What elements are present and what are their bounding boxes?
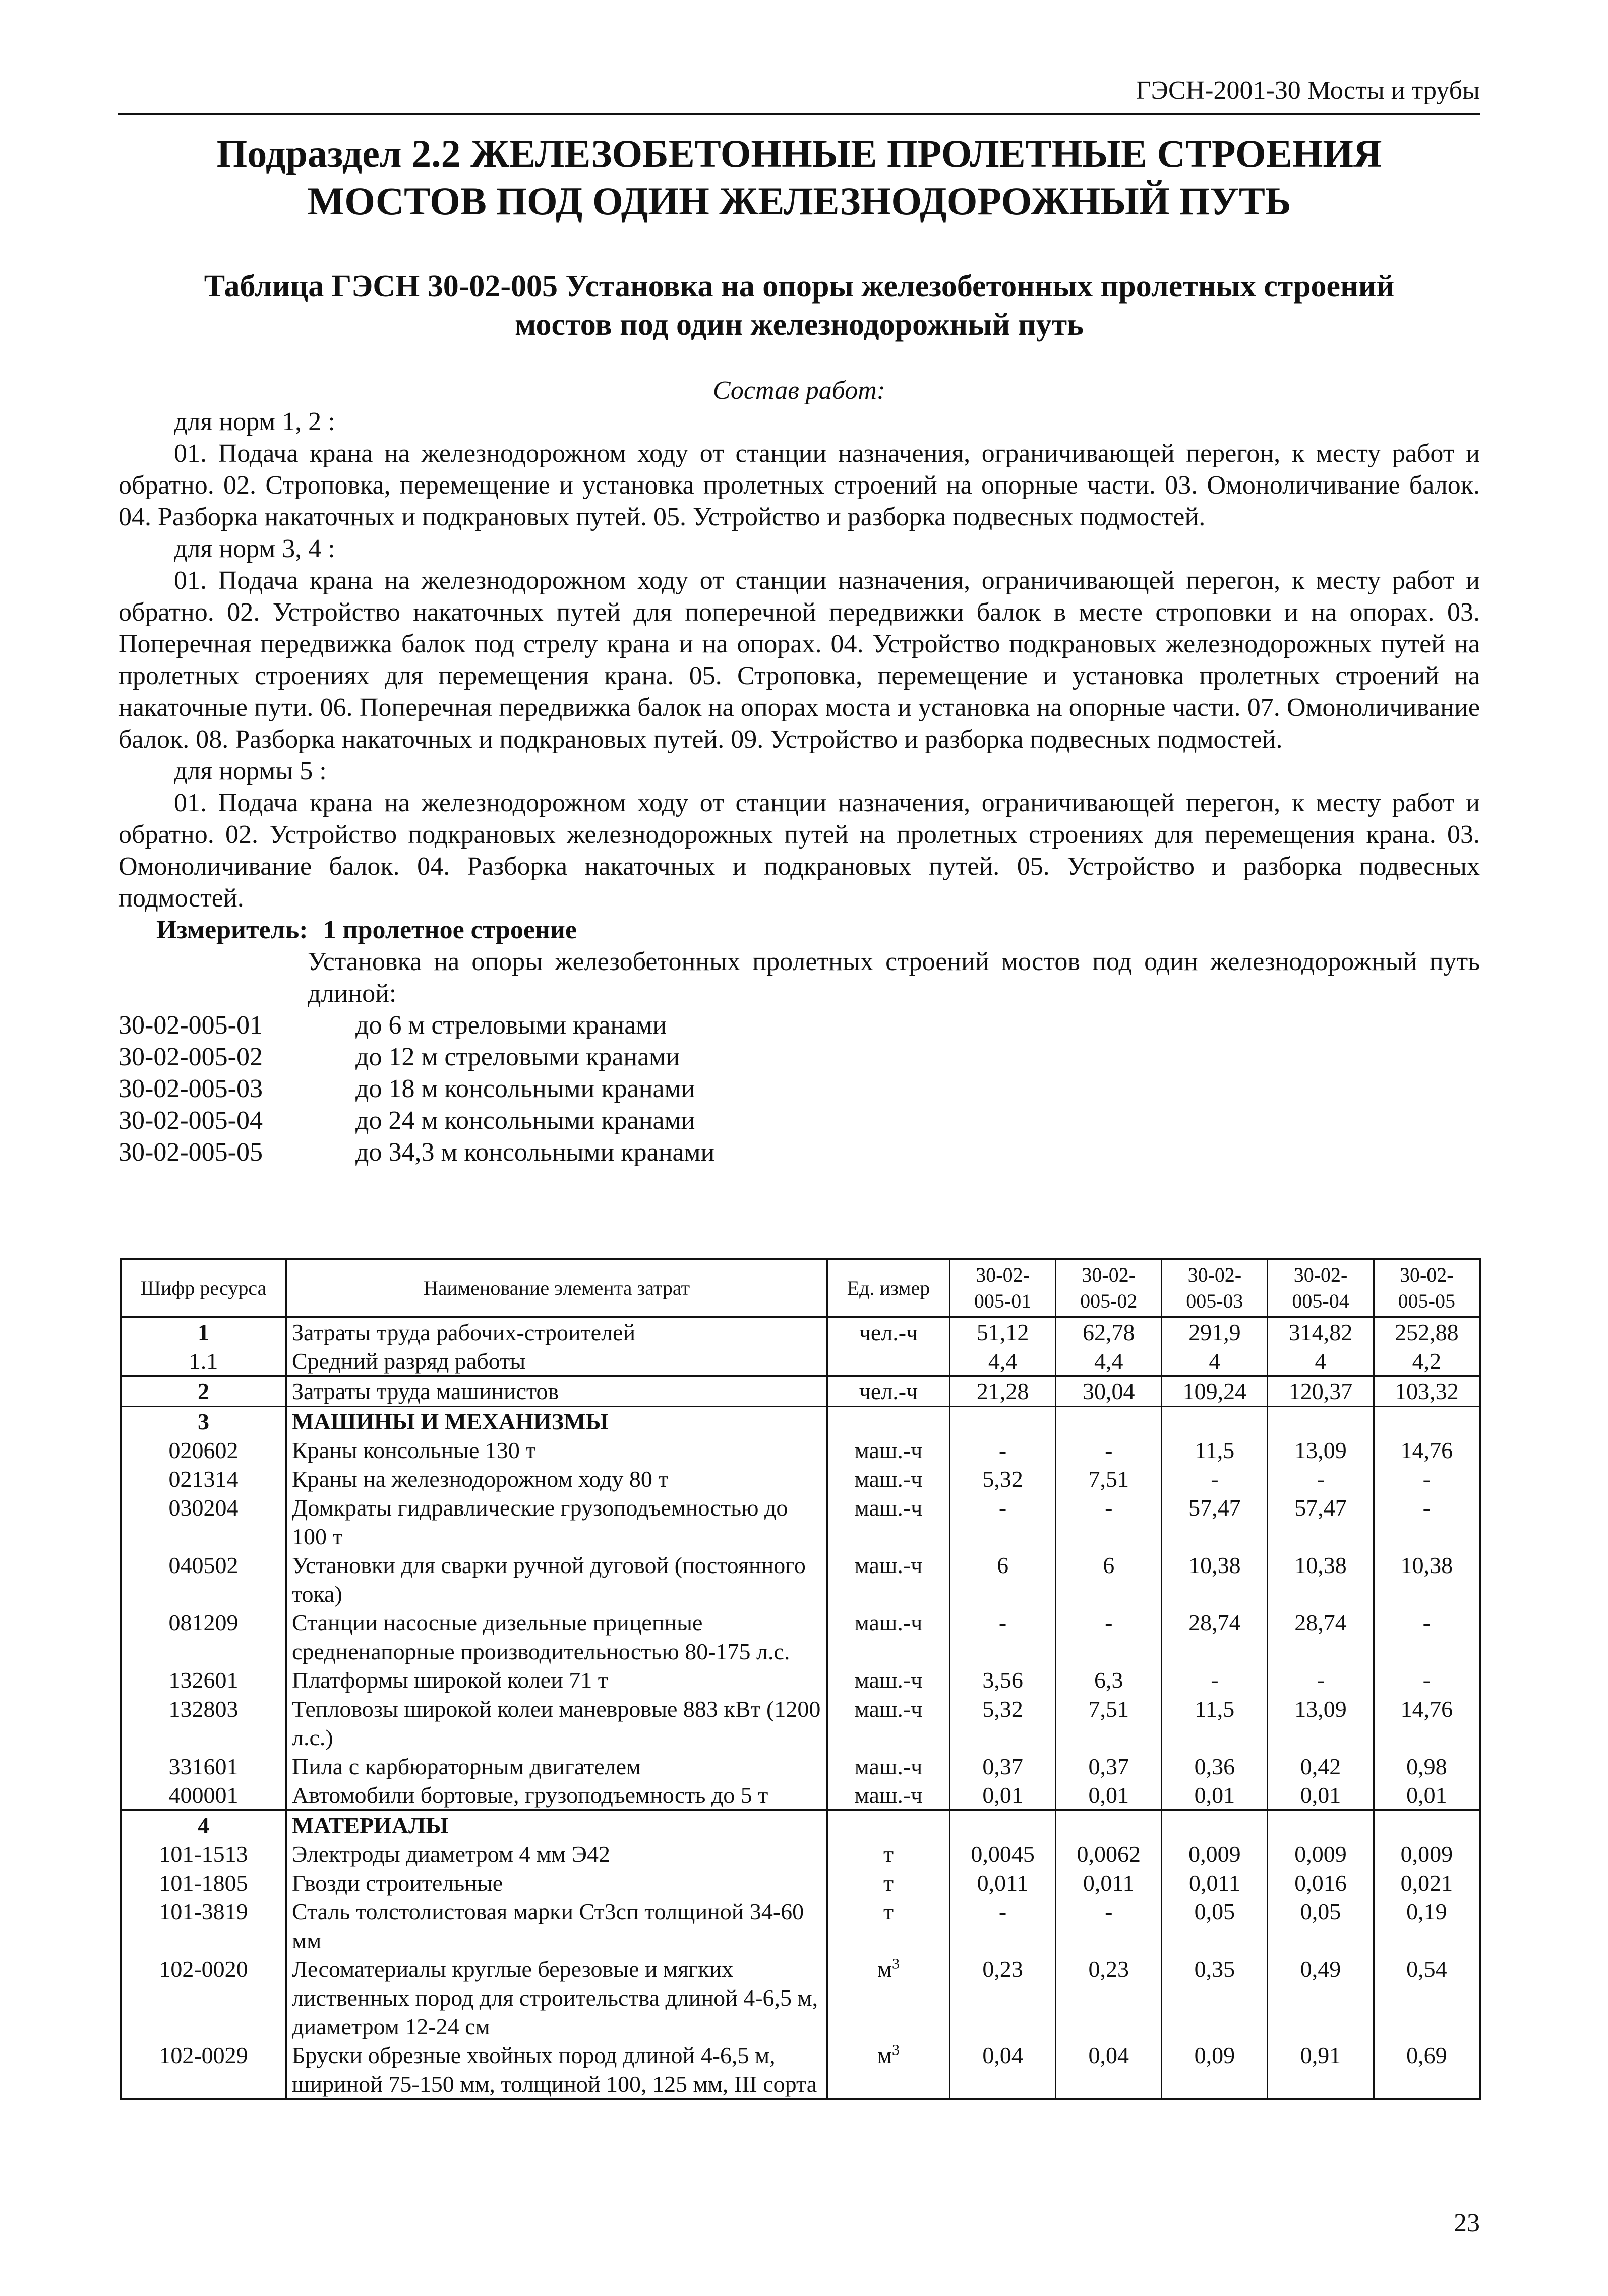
cell-value: 10,38 bbox=[1374, 1551, 1480, 1608]
cell-value: - bbox=[950, 1897, 1056, 1955]
header-name: Наименование элемента затрат bbox=[286, 1259, 827, 1317]
cell-code: 3 bbox=[121, 1407, 286, 1436]
cell-value: 0,0045 bbox=[950, 1840, 1056, 1868]
norm-variant-code: 30-02-005-03 bbox=[118, 1074, 263, 1103]
cell-value: - bbox=[1056, 1897, 1162, 1955]
cell-value: 0,37 bbox=[950, 1752, 1056, 1781]
cell-empty bbox=[827, 1810, 950, 1840]
cell-value: 0,04 bbox=[950, 2041, 1056, 2099]
cell-unit bbox=[827, 1868, 950, 1897]
table-row bbox=[121, 1897, 1480, 1955]
cell-value: 10,38 bbox=[1162, 1551, 1268, 1608]
cell-code: 400001 bbox=[121, 1781, 286, 1810]
cell-code: 020602 bbox=[121, 1436, 286, 1465]
norm-variant-code: 30-02-005-02 bbox=[118, 1043, 263, 1071]
cell-code: 4 bbox=[121, 1810, 286, 1840]
cell-unit bbox=[827, 1465, 950, 1493]
cell-code: 021314 bbox=[121, 1465, 286, 1493]
cell-empty bbox=[1268, 1407, 1374, 1436]
cell-value: 11,5 bbox=[1162, 1436, 1268, 1465]
norm-variant bbox=[118, 1105, 1480, 1136]
norm-variant-code: 30-02-005-05 bbox=[118, 1138, 263, 1167]
cell-code: 101-3819 bbox=[121, 1897, 286, 1955]
cell-empty bbox=[950, 1407, 1056, 1436]
cell-value: 4,4 bbox=[1056, 1347, 1162, 1376]
work-composition-heading: Состав работ: bbox=[712, 376, 886, 405]
header-code: Шифр ресурса bbox=[121, 1259, 286, 1317]
subsection-title bbox=[118, 130, 1480, 225]
work-group-label-2: для норм 3, 4 : bbox=[174, 534, 335, 563]
cell-unit bbox=[827, 1955, 950, 2041]
cell-name: Тепловозы широкой колеи маневровые 883 кВт (1200 л.с.) bbox=[286, 1695, 827, 1752]
table-row bbox=[121, 1868, 1480, 1897]
cell-value: 0,35 bbox=[1162, 1955, 1268, 2041]
cell-value: 0,011 bbox=[950, 1868, 1056, 1897]
cell-value: 14,76 bbox=[1374, 1695, 1480, 1752]
table-row bbox=[121, 2041, 1480, 2099]
cell-value: 0,09 bbox=[1162, 2041, 1268, 2099]
cell-value: 0,009 bbox=[1374, 1840, 1480, 1868]
norm-variant bbox=[118, 1041, 1480, 1073]
cell-value: 0,36 bbox=[1162, 1752, 1268, 1781]
unit-text: чел.-ч bbox=[859, 1378, 918, 1404]
table-row bbox=[121, 1551, 1480, 1608]
cell-code: 132803 bbox=[121, 1695, 286, 1752]
cell-name: Затраты труда рабочих-строителей bbox=[286, 1317, 827, 1347]
work-group-text-2: 01. Подача крана на железнодорожном ходу от станции назначения, ограничивающей перегон, к месту работ и обратно. 02. Устройство накаточных путей для поперечной передвижки балок в месте строповки и на опорах. 03. Поперечная передвижка балок под стрелу крана и на опорах. 04. Устройство подкрановых железнодорожных путей на пролетных строениях для перемещения крана. 05. Строповка, перемещение и установка пролетных строений на накаточные пути. 06. Поперечная передвижка балок на опорах моста и установка на опорные части. 07. Омоноличивание балок. 08. Разборка накаточных и подкрановых путей. 09. Устройство и разборка подвесных подмостей. bbox=[118, 566, 1480, 754]
page-number: 23 bbox=[1454, 2209, 1480, 2238]
cell-value: 6 bbox=[950, 1551, 1056, 1608]
unit-text: маш.-ч bbox=[854, 1696, 923, 1722]
cell-code: 1.1 bbox=[121, 1347, 286, 1376]
cell-value: 28,74 bbox=[1268, 1608, 1374, 1666]
norm-variant-desc: до 12 м стреловыми кранами bbox=[355, 1043, 680, 1071]
unit-text: м bbox=[877, 1956, 892, 1982]
unit-text: маш.-ч bbox=[854, 1610, 923, 1636]
cell-value: 13,09 bbox=[1268, 1695, 1374, 1752]
cell-value: - bbox=[1056, 1608, 1162, 1666]
unit-text: т bbox=[883, 1899, 894, 1924]
cell-value: - bbox=[1056, 1493, 1162, 1551]
cell-name: Краны на железнодорожном ходу 80 т bbox=[286, 1465, 827, 1493]
table-row bbox=[121, 1376, 1480, 1407]
unit-text: т bbox=[883, 1841, 894, 1867]
cell-value: - bbox=[1374, 1608, 1480, 1666]
cell-name: Средний разряд работы bbox=[286, 1347, 827, 1376]
cell-value: 0,19 bbox=[1374, 1897, 1480, 1955]
cell-value: 0,01 bbox=[1374, 1781, 1480, 1810]
cell-value: - bbox=[1374, 1493, 1480, 1551]
norm-variant-desc: до 6 м стреловыми кранами bbox=[355, 1011, 667, 1040]
cell-code: 081209 bbox=[121, 1608, 286, 1666]
cell-value: 4 bbox=[1162, 1347, 1268, 1376]
table-row bbox=[121, 1317, 1480, 1347]
header-col-5: 30-02- 005-05 bbox=[1374, 1259, 1480, 1317]
cell-value: 0,011 bbox=[1056, 1868, 1162, 1897]
table-title-line-2: мостов под один железнодорожный путь bbox=[515, 308, 1084, 342]
cell-unit bbox=[827, 1436, 950, 1465]
cell-value: 0,01 bbox=[950, 1781, 1056, 1810]
norm-variant-code: 30-02-005-04 bbox=[118, 1106, 263, 1135]
cell-value: 4 bbox=[1268, 1347, 1374, 1376]
table-header-row bbox=[121, 1259, 1480, 1317]
cell-unit bbox=[827, 1317, 950, 1347]
unit-text: маш.-ч bbox=[854, 1782, 923, 1808]
cell-empty bbox=[1056, 1810, 1162, 1840]
cell-unit bbox=[827, 1695, 950, 1752]
table-title bbox=[118, 267, 1480, 344]
norm-variant-code: 30-02-005-01 bbox=[118, 1011, 263, 1040]
work-group-label-1: для норм 1, 2 : bbox=[174, 407, 335, 436]
cell-value: 21,28 bbox=[950, 1376, 1056, 1407]
unit-text: маш.-ч bbox=[854, 1437, 923, 1463]
cell-name: Сталь толстолистовая марки Ст3сп толщиной 34-60 мм bbox=[286, 1897, 827, 1955]
cell-value: 120,37 bbox=[1268, 1376, 1374, 1407]
table-row bbox=[121, 1781, 1480, 1810]
cell-name: Гвозди строительные bbox=[286, 1868, 827, 1897]
table-row bbox=[121, 1465, 1480, 1493]
table-row bbox=[121, 1347, 1480, 1376]
subsection-title-line-1: Подраздел 2.2 ЖЕЛЕЗОБЕТОННЫЕ ПРОЛЕТНЫЕ СТРОЕНИЯ bbox=[216, 132, 1382, 175]
cell-value: 62,78 bbox=[1056, 1317, 1162, 1347]
header-unit: Ед. измер bbox=[827, 1259, 950, 1317]
unit-text: маш.-ч bbox=[854, 1466, 923, 1492]
table-section-row bbox=[121, 1407, 1480, 1436]
cell-value: 291,9 bbox=[1162, 1317, 1268, 1347]
cell-code: 1 bbox=[121, 1317, 286, 1347]
cell-value: 103,32 bbox=[1374, 1376, 1480, 1407]
cell-unit bbox=[827, 1840, 950, 1868]
unit-text: чел.-ч bbox=[859, 1319, 918, 1345]
cell-value: - bbox=[1268, 1465, 1374, 1493]
table-row bbox=[121, 1608, 1480, 1666]
cell-empty bbox=[950, 1810, 1056, 1840]
measure-value: 1 пролетное строение bbox=[323, 916, 577, 944]
cell-value: 3,56 bbox=[950, 1666, 1056, 1695]
subsection-title-line-2: МОСТОВ ПОД ОДИН ЖЕЛЕЗНОДОРОЖНЫЙ ПУТЬ bbox=[307, 179, 1291, 223]
cell-value: 30,04 bbox=[1056, 1376, 1162, 1407]
table-row bbox=[121, 1752, 1480, 1781]
cell-unit bbox=[827, 1551, 950, 1608]
norm-variant bbox=[118, 1009, 1480, 1041]
unit-text: т bbox=[883, 1870, 894, 1896]
cell-value: 0,009 bbox=[1162, 1840, 1268, 1868]
cell-value: 0,009 bbox=[1268, 1840, 1374, 1868]
cell-code: 102-0020 bbox=[121, 1955, 286, 2041]
table-row bbox=[121, 1840, 1480, 1868]
resource-table bbox=[120, 1258, 1481, 2100]
cell-empty bbox=[1162, 1407, 1268, 1436]
cell-unit bbox=[827, 1493, 950, 1551]
cell-name: Автомобили бортовые, грузоподъемность до 5 т bbox=[286, 1781, 827, 1810]
cell-value: 7,51 bbox=[1056, 1465, 1162, 1493]
cell-code: 331601 bbox=[121, 1752, 286, 1781]
cell-value: - bbox=[1374, 1465, 1480, 1493]
cell-value: 0,54 bbox=[1374, 1955, 1480, 2041]
cell-value: 6 bbox=[1056, 1551, 1162, 1608]
cell-empty bbox=[1374, 1810, 1480, 1840]
table-row bbox=[121, 1493, 1480, 1551]
norm-intro: Установка на опоры железобетонных пролетных строений мостов под один железнодорожный путь длиной: bbox=[308, 947, 1480, 1008]
header-col-2: 30-02- 005-02 bbox=[1056, 1259, 1162, 1317]
cell-value: 0,01 bbox=[1268, 1781, 1374, 1810]
norm-variant bbox=[118, 1136, 1480, 1168]
cell-empty bbox=[1374, 1407, 1480, 1436]
cell-value: 10,38 bbox=[1268, 1551, 1374, 1608]
cell-value: 0,05 bbox=[1268, 1897, 1374, 1955]
cell-value: 0,016 bbox=[1268, 1868, 1374, 1897]
cell-value: - bbox=[950, 1608, 1056, 1666]
cell-code: 030204 bbox=[121, 1493, 286, 1551]
cell-value: 11,5 bbox=[1162, 1695, 1268, 1752]
table-section-row bbox=[121, 1810, 1480, 1840]
cell-name: Платформы широкой колеи 71 т bbox=[286, 1666, 827, 1695]
table-title-line-1: Таблица ГЭСН 30-02-005 Установка на опоры железобетонных пролетных строений bbox=[204, 269, 1395, 304]
unit-text: маш.-ч bbox=[854, 1667, 923, 1693]
unit-superscript: 3 bbox=[892, 2041, 900, 2059]
cell-unit bbox=[827, 1752, 950, 1781]
unit-superscript: 3 bbox=[892, 1955, 900, 1972]
norm-variant-desc: до 24 м консольными кранами bbox=[355, 1106, 695, 1135]
table-row bbox=[121, 1436, 1480, 1465]
cell-code: 132601 bbox=[121, 1666, 286, 1695]
cell-value: 57,47 bbox=[1268, 1493, 1374, 1551]
unit-text: маш.-ч bbox=[854, 1552, 923, 1578]
cell-value: 14,76 bbox=[1374, 1436, 1480, 1465]
cell-unit bbox=[827, 1897, 950, 1955]
cell-value: - bbox=[1056, 1436, 1162, 1465]
cell-value: 0,69 bbox=[1374, 2041, 1480, 2099]
document-body bbox=[118, 406, 1480, 1168]
cell-code: 101-1513 bbox=[121, 1840, 286, 1868]
cell-section-name: МАШИНЫ И МЕХАНИЗМЫ bbox=[286, 1407, 827, 1436]
table-body bbox=[121, 1317, 1480, 2100]
cell-code: 2 bbox=[121, 1376, 286, 1407]
work-group-text-1: 01. Подача крана на железнодорожном ходу от станции назначения, ограничивающей перегон, к месту работ и обратно. 02. Строповка, перемещение и установка пролетных строений на опорные части. 03. Омоноличивание балок. 04. Разборка накаточных и подкрановых путей. 05. Устройство и разборка подвесных подмостей. bbox=[118, 439, 1480, 531]
cell-value: 0,011 bbox=[1162, 1868, 1268, 1897]
norm-variant-desc: до 18 м консольными кранами bbox=[355, 1074, 695, 1103]
cell-value: 0,91 bbox=[1268, 2041, 1374, 2099]
cell-value: 109,24 bbox=[1162, 1376, 1268, 1407]
cell-value: 0,42 bbox=[1268, 1752, 1374, 1781]
cell-name: Домкраты гидравлические грузоподъемностью до 100 т bbox=[286, 1493, 827, 1551]
cell-value: 7,51 bbox=[1056, 1695, 1162, 1752]
cell-value: - bbox=[950, 1493, 1056, 1551]
cell-unit bbox=[827, 1666, 950, 1695]
cell-value: 0,021 bbox=[1374, 1868, 1480, 1897]
cell-value: 0,49 bbox=[1268, 1955, 1374, 2041]
cell-value: 4,2 bbox=[1374, 1347, 1480, 1376]
cell-name: Бруски обрезные хвойных пород длиной 4-6,5 м, шириной 75-150 мм, толщиной 100, 125 мм, III сорта bbox=[286, 2041, 827, 2099]
cell-unit bbox=[827, 1347, 950, 1376]
cell-empty bbox=[1162, 1810, 1268, 1840]
cell-name: Установки для сварки ручной дуговой (постоянного тока) bbox=[286, 1551, 827, 1608]
cell-name: Пила с карбюраторным двигателем bbox=[286, 1752, 827, 1781]
cell-value: 0,04 bbox=[1056, 2041, 1162, 2099]
cell-name: Краны консольные 130 т bbox=[286, 1436, 827, 1465]
cell-empty bbox=[827, 1407, 950, 1436]
cell-empty bbox=[1056, 1407, 1162, 1436]
cell-value: 4,4 bbox=[950, 1347, 1056, 1376]
header-col-1: 30-02- 005-01 bbox=[950, 1259, 1056, 1317]
cell-value: 6,3 bbox=[1056, 1666, 1162, 1695]
table-row bbox=[121, 1666, 1480, 1695]
cell-value: 0,23 bbox=[950, 1955, 1056, 2041]
cell-value: 252,88 bbox=[1374, 1317, 1480, 1347]
unit-text: м bbox=[877, 2042, 892, 2068]
cell-value: - bbox=[1162, 1465, 1268, 1493]
cell-code: 101-1805 bbox=[121, 1868, 286, 1897]
header-col-3: 30-02- 005-03 bbox=[1162, 1259, 1268, 1317]
cell-name: Станции насосные дизельные прицепные средненапорные производительностью 80-175 л.с. bbox=[286, 1608, 827, 1666]
cell-name: Затраты труда машинистов bbox=[286, 1376, 827, 1407]
cell-value: 0,01 bbox=[1162, 1781, 1268, 1810]
header-col-4: 30-02- 005-04 bbox=[1268, 1259, 1374, 1317]
cell-code: 040502 bbox=[121, 1551, 286, 1608]
cell-value: - bbox=[1162, 1666, 1268, 1695]
cell-value: 0,0062 bbox=[1056, 1840, 1162, 1868]
norm-variant bbox=[118, 1073, 1480, 1105]
cell-value: 28,74 bbox=[1162, 1608, 1268, 1666]
measure-unit bbox=[118, 914, 1480, 946]
cell-value: 51,12 bbox=[950, 1317, 1056, 1347]
cell-value: - bbox=[1374, 1666, 1480, 1695]
cell-unit bbox=[827, 2041, 950, 2099]
work-group-text-3: 01. Подача крана на железнодорожном ходу от станции назначения, ограничивающей перегон, к месту работ и обратно. 02. Устройство подкрановых железнодорожных путей на пролетных строениях для перемещения крана. 03. Омоноличивание балок. 04. Разборка накаточных и подкрановых путей. 05. Устройство и разборка подвесных подмостей. bbox=[118, 789, 1480, 913]
cell-section-name: МАТЕРИАЛЫ bbox=[286, 1810, 827, 1840]
unit-text: маш.-ч bbox=[854, 1495, 923, 1521]
cell-value: 314,82 bbox=[1268, 1317, 1374, 1347]
cell-value: 5,32 bbox=[950, 1695, 1056, 1752]
cell-value: - bbox=[1268, 1666, 1374, 1695]
cell-value: 0,37 bbox=[1056, 1752, 1162, 1781]
work-group-label-3: для нормы 5 : bbox=[174, 757, 327, 786]
cell-value: 5,32 bbox=[950, 1465, 1056, 1493]
running-header: ГЭСН-2001-30 Мосты и трубы bbox=[118, 76, 1480, 115]
cell-value: 57,47 bbox=[1162, 1493, 1268, 1551]
table-row bbox=[121, 1955, 1480, 2041]
cell-value: 0,98 bbox=[1374, 1752, 1480, 1781]
cell-value: 0,23 bbox=[1056, 1955, 1162, 2041]
cell-value: 0,05 bbox=[1162, 1897, 1268, 1955]
cell-name: Лесоматериалы круглые березовые и мягких лиственных пород для строительства длиной 4-6,5 м, диаметром 12-24 см bbox=[286, 1955, 827, 2041]
cell-name: Электроды диаметром 4 мм Э42 bbox=[286, 1840, 827, 1868]
cell-value: 13,09 bbox=[1268, 1436, 1374, 1465]
cell-unit bbox=[827, 1781, 950, 1810]
unit-text: маш.-ч bbox=[854, 1754, 923, 1779]
table-row bbox=[121, 1695, 1480, 1752]
cell-unit bbox=[827, 1376, 950, 1407]
cell-unit bbox=[827, 1608, 950, 1666]
cell-value: - bbox=[950, 1436, 1056, 1465]
norm-variant-desc: до 34,3 м консольными кранами bbox=[355, 1138, 715, 1167]
cell-code: 102-0029 bbox=[121, 2041, 286, 2099]
cell-value: 0,01 bbox=[1056, 1781, 1162, 1810]
measure-label: Измеритель: bbox=[156, 916, 308, 944]
cell-empty bbox=[1268, 1810, 1374, 1840]
